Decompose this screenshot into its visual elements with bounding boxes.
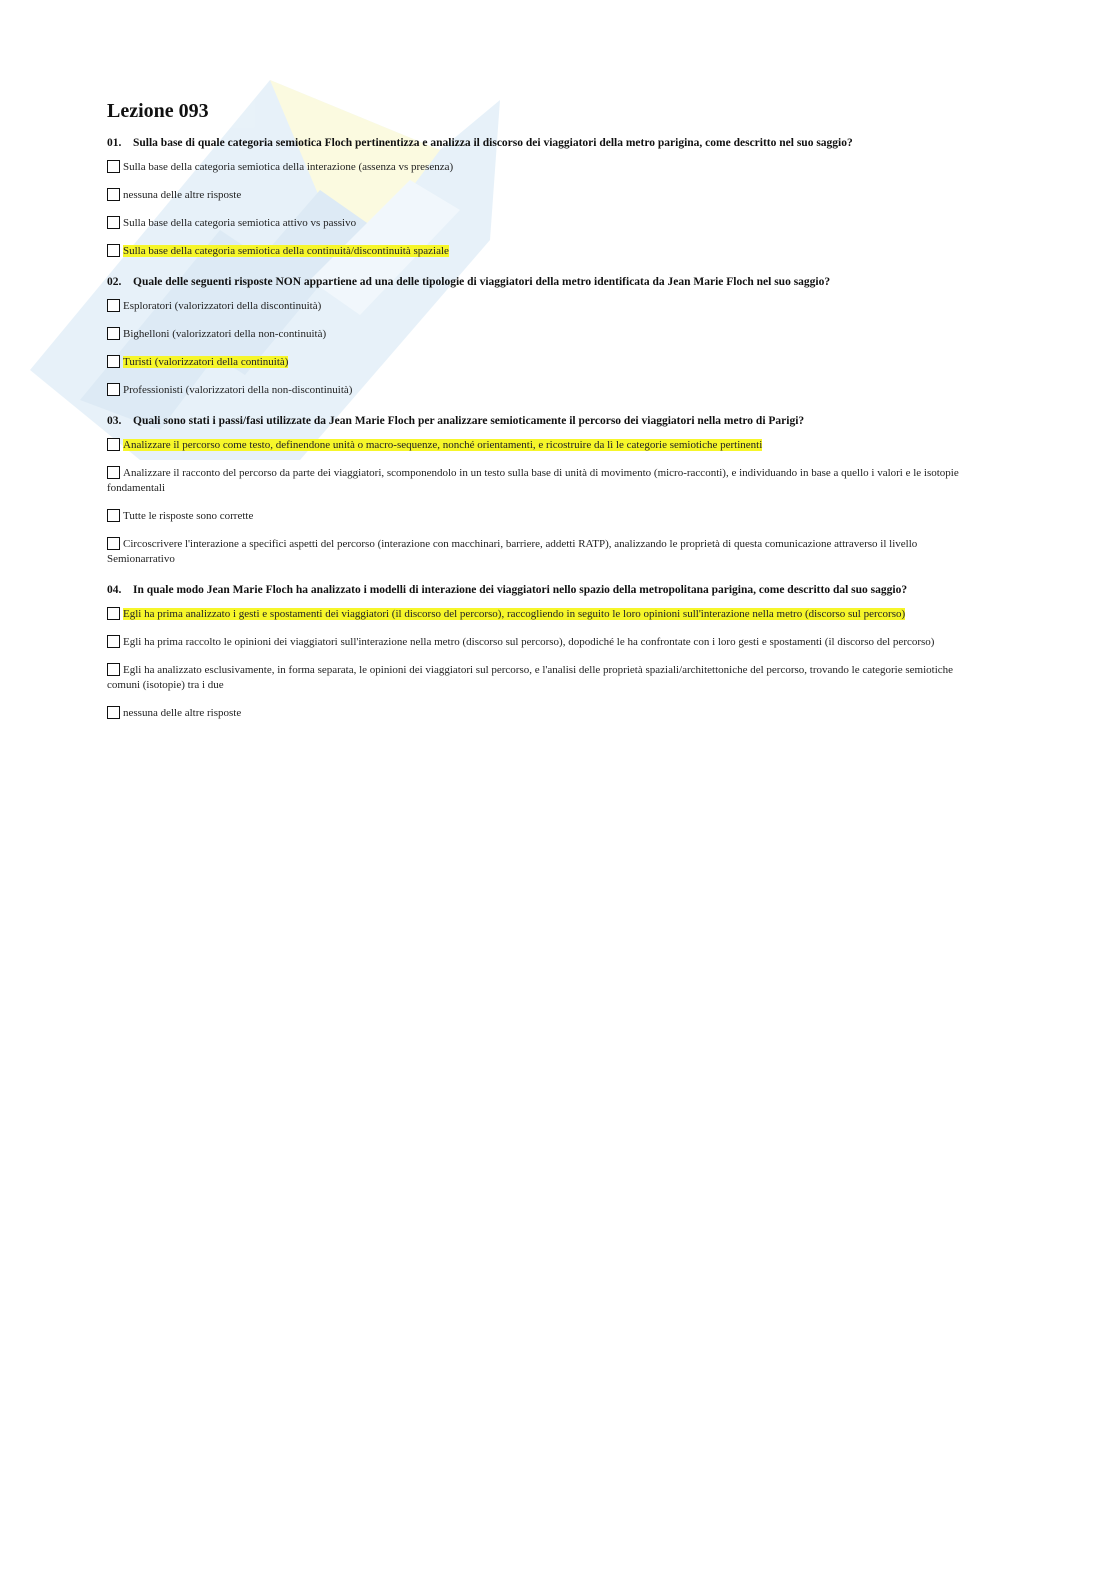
question-number: 02. (107, 276, 122, 288)
answer-option[interactable] (107, 635, 987, 650)
answer-label: Turisti (valorizzatori della continuità) (123, 356, 289, 368)
answer-checkbox[interactable] (107, 509, 120, 522)
question-label: Quali sono stati i passi/fasi utilizzate da Jean Marie Floch per analizzare semioticamente il percorso dei viaggiatori nella metro di Parigi? (133, 415, 805, 427)
question-block (107, 275, 987, 398)
answer-checkbox[interactable] (107, 188, 120, 201)
answer-checkbox[interactable] (107, 438, 120, 451)
answer-option[interactable] (107, 509, 987, 524)
answer-checkbox[interactable] (107, 537, 120, 550)
question-number: 03. (107, 415, 122, 427)
answer-label: nessuna delle altre risposte (123, 707, 242, 719)
answer-label: Egli ha analizzato esclusivamente, in forma separata, le opinioni dei viaggiatori sul percorso, e l'analisi delle proprietà spaziali/architettoniche del percorso, trovando le categorie semiotiche comuni (isotopie) tra i due (107, 664, 954, 691)
question-text (107, 583, 987, 597)
answer-checkbox[interactable] (107, 244, 120, 257)
question-label: In quale modo Jean Marie Floch ha analizzato i modelli di interazione dei viaggiatori nello spazio della metropolitana parigina, come descritto dal suo saggio? (133, 584, 908, 596)
question-block (107, 414, 987, 567)
answer-label: Tutte le risposte sono corrette (123, 510, 254, 522)
answer-option[interactable] (107, 466, 987, 496)
question-block (107, 136, 987, 259)
answer-label: Analizzare il racconto del percorso da parte dei viaggiatori, scomponendolo in un testo sulla base di unità di movimento (micro-racconti), e individuando in base a quello i valori e le isotopie fondamentali (107, 467, 959, 494)
answer-label: Egli ha prima analizzato i gesti e spostamenti dei viaggiatori (il discorso del percorso), raccogliendo in seguito le loro opinioni sull'interazione nella metro (discorso sul percorso) (123, 608, 906, 620)
answer-checkbox[interactable] (107, 635, 120, 648)
answer-option[interactable] (107, 216, 987, 231)
answer-label: Sulla base della categoria semiotica attivo vs passivo (123, 217, 357, 229)
question-label: Sulla base di quale categoria semiotica Floch pertinentizza e analizza il discorso dei viaggiatori della metro parigina, come descritto nel suo saggio? (133, 137, 853, 149)
answer-label: Egli ha prima raccolto le opinioni dei viaggiatori sull'interazione nella metro (discorso sul percorso), dopodiché le ha confrontate con i loro gesti e spostamenti (il discorso del percorso) (123, 636, 935, 648)
answer-label: Circoscrivere l'interazione a specifici aspetti del percorso (interazione con macchinari, barriere, addetti RATP), analizzando le proprietà di questa comunicazione attraverso il livello Semionarrativo (107, 538, 918, 565)
answer-label: Esploratori (valorizzatori della discontinuità) (123, 300, 322, 312)
answer-checkbox[interactable] (107, 216, 120, 229)
question-block (107, 583, 987, 721)
answer-label: Professionisti (valorizzatori della non-discontinuità) (123, 384, 353, 396)
answer-option[interactable] (107, 537, 987, 567)
answer-option[interactable] (107, 607, 987, 622)
answer-checkbox[interactable] (107, 355, 120, 368)
answer-option[interactable] (107, 244, 987, 259)
question-number: 01. (107, 137, 122, 149)
question-text (107, 275, 987, 289)
answer-option[interactable] (107, 327, 987, 342)
answer-checkbox[interactable] (107, 663, 120, 676)
lesson-title: Lezione 093 (107, 100, 209, 122)
quiz-page (107, 98, 987, 737)
question-number: 04. (107, 584, 122, 596)
answer-label: Analizzare il percorso come testo, definendone unità o macro-sequenze, nonché orientamenti, e ricostruire da lì le categorie semiotiche pertinenti (123, 439, 763, 451)
answer-option[interactable] (107, 383, 987, 398)
answer-label: Sulla base della categoria semiotica della continuità/discontinuità spaziale (123, 245, 449, 257)
answer-option[interactable] (107, 438, 987, 453)
answer-checkbox[interactable] (107, 160, 120, 173)
question-label: Quale delle seguenti risposte NON appartiene ad una delle tipologie di viaggiatori della metro identificata da Jean Marie Floch nel suo saggio? (133, 276, 831, 288)
answer-option[interactable] (107, 160, 987, 175)
question-list (107, 136, 987, 721)
answer-option[interactable] (107, 355, 987, 370)
answer-checkbox[interactable] (107, 327, 120, 340)
answer-checkbox[interactable] (107, 607, 120, 620)
answer-checkbox[interactable] (107, 383, 120, 396)
answer-checkbox[interactable] (107, 299, 120, 312)
question-text (107, 136, 987, 150)
answer-label: nessuna delle altre risposte (123, 189, 242, 201)
answer-option[interactable] (107, 663, 987, 693)
answer-option[interactable] (107, 706, 987, 721)
answer-label: Sulla base della categoria semiotica della interazione (assenza vs presenza) (123, 161, 454, 173)
answer-label: Bighelloni (valorizzatori della non-continuità) (123, 328, 327, 340)
answer-option[interactable] (107, 299, 987, 314)
answer-checkbox[interactable] (107, 466, 120, 479)
answer-option[interactable] (107, 188, 987, 203)
question-text (107, 414, 987, 428)
answer-checkbox[interactable] (107, 706, 120, 719)
